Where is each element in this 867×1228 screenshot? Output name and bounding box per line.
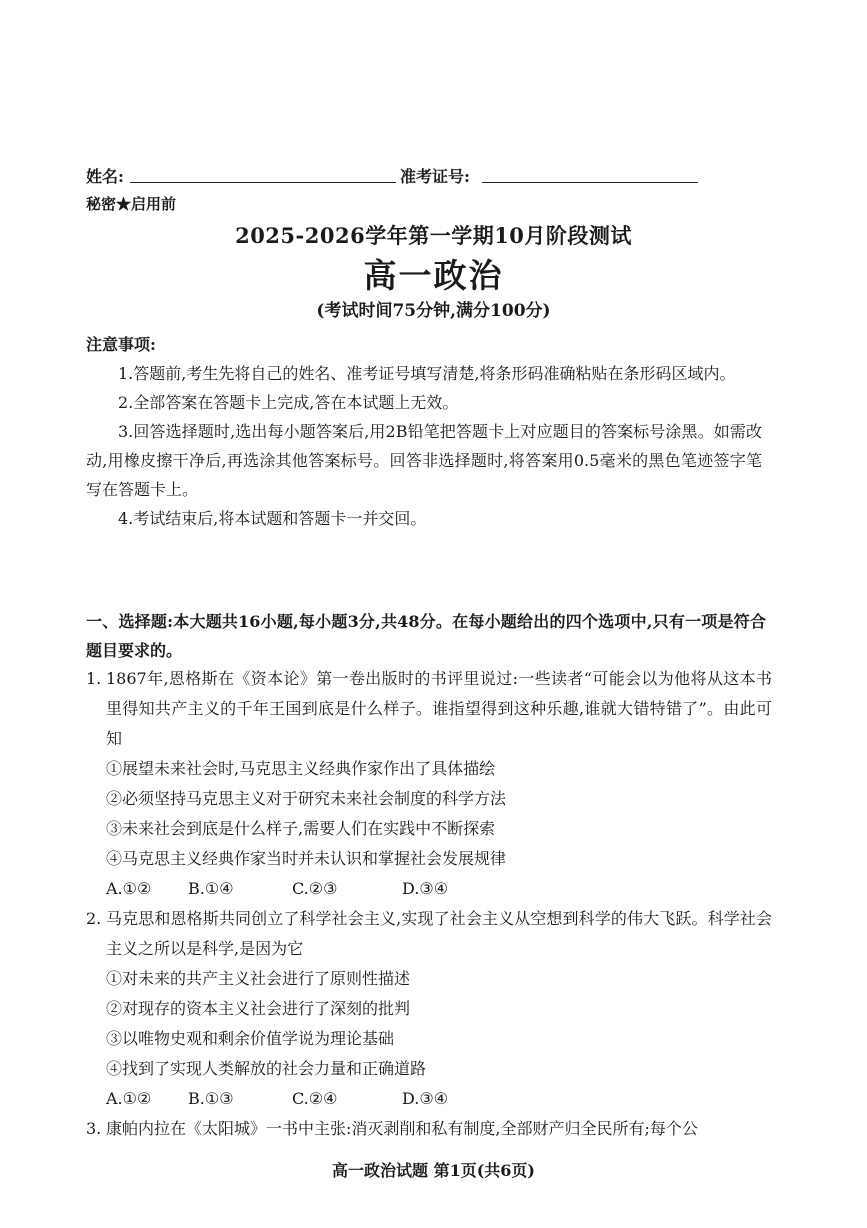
question-1 xyxy=(86,664,772,904)
answer-option-c[interactable]: C.②③ xyxy=(292,879,338,898)
question-stem xyxy=(86,1114,772,1144)
answer-option-a[interactable]: A.①② xyxy=(106,879,152,898)
statement: ④马克思主义经典作家当时并未认识和掌握社会发展规律 xyxy=(106,849,507,868)
statement: ④找到了实现人类解放的社会力量和正确道路 xyxy=(106,1059,427,1078)
question-stem xyxy=(86,904,772,964)
answer-option-d[interactable]: D.③④ xyxy=(402,879,449,898)
note-item: 2.全部答案在答题卡上完成,答在本试题上无效。 xyxy=(118,393,459,412)
section-heading: 一、选择题:本大题共16小题,每小题3分,共48分。在每小题给出的四个选项中,只有一项是符合题目要求的。 xyxy=(86,612,766,660)
statement: ①展望未来社会时,马克思主义经典作家作出了具体描绘 xyxy=(106,759,496,778)
question-text: 马克思和恩格斯共同创立了科学社会主义,实现了社会主义从空想到科学的伟大飞跃。科学社会主义之所以是科学,是因为它 xyxy=(106,909,772,958)
exam-title: 2025-2026学年第一学期10月阶段测试 xyxy=(235,223,632,248)
answer-option-a[interactable]: A.①② xyxy=(106,1089,152,1108)
time-info: (考试时间75分钟,满分100分) xyxy=(316,301,551,321)
exam-id-label: 准考证号: xyxy=(400,167,470,186)
question-2 xyxy=(86,904,772,1114)
statement: ②对现存的资本主义社会进行了深刻的批判 xyxy=(106,999,411,1018)
question-number: 2. xyxy=(86,909,102,928)
answer-option-b[interactable]: B.①③ xyxy=(188,1089,234,1108)
statement: ①对未来的共产主义社会进行了原则性描述 xyxy=(106,969,411,988)
statement: ③以唯物史观和剩余价值学说为理论基础 xyxy=(106,1029,395,1048)
question-stem xyxy=(86,664,772,754)
candidate-info-line xyxy=(86,164,786,188)
notes-section xyxy=(86,330,762,533)
statement: ③未来社会到底是什么样子,需要人们在实践中不断探索 xyxy=(106,819,496,838)
answer-options xyxy=(86,1084,772,1114)
note-item: 1.答题前,考生先将自己的姓名、准考证号填写清楚,将条形码准确粘贴在条形码区域内。 xyxy=(118,364,736,383)
statement: ②必须坚持马克思主义对于研究未来社会制度的科学方法 xyxy=(106,789,507,808)
question-text: 1867年,恩格斯在《资本论》第一卷出版时的书评里说过:一些读者“可能会以为他将从这本书里得知共产主义的千年王国到底是什么样子。谁指望得到这种乐趣,谁就大错特错了”。由此可知 xyxy=(106,669,772,748)
answer-options xyxy=(86,874,772,904)
notes-title: 注意事项: xyxy=(86,335,156,354)
note-item: 3.回答选择题时,选出每小题答案后,用2B铅笔把答题卡上对应题目的答案标号涂黑。如需改动,用橡皮擦干净后,再选涂其他答案标号。回答非选择题时,将答案用0.5毫米的黑色笔迹签字笔写在答题卡上。 xyxy=(86,422,762,499)
question-text: 康帕内拉在《太阳城》一书中主张:消灭剥削和私有制度,全部财产归全民所有;每个公 xyxy=(106,1119,698,1138)
name-label: 姓名: xyxy=(86,167,124,186)
name-blank[interactable] xyxy=(130,182,396,183)
answer-option-d[interactable]: D.③④ xyxy=(402,1089,449,1108)
page-footer: 高一政治试题 第1页(共6页) xyxy=(332,1161,535,1180)
secret-label: 秘密★启用前 xyxy=(86,195,177,213)
question-list xyxy=(86,664,772,1144)
exam-id-blank[interactable] xyxy=(482,182,698,183)
question-number: 1. xyxy=(86,669,102,688)
answer-option-c[interactable]: C.②④ xyxy=(292,1089,338,1108)
subject-title: 高一政治 xyxy=(363,256,504,295)
question-3 xyxy=(86,1114,772,1144)
question-number: 3. xyxy=(86,1119,102,1138)
note-item: 4.考试结束后,将本试题和答题卡一并交回。 xyxy=(118,509,427,528)
answer-option-b[interactable]: B.①④ xyxy=(188,879,234,898)
